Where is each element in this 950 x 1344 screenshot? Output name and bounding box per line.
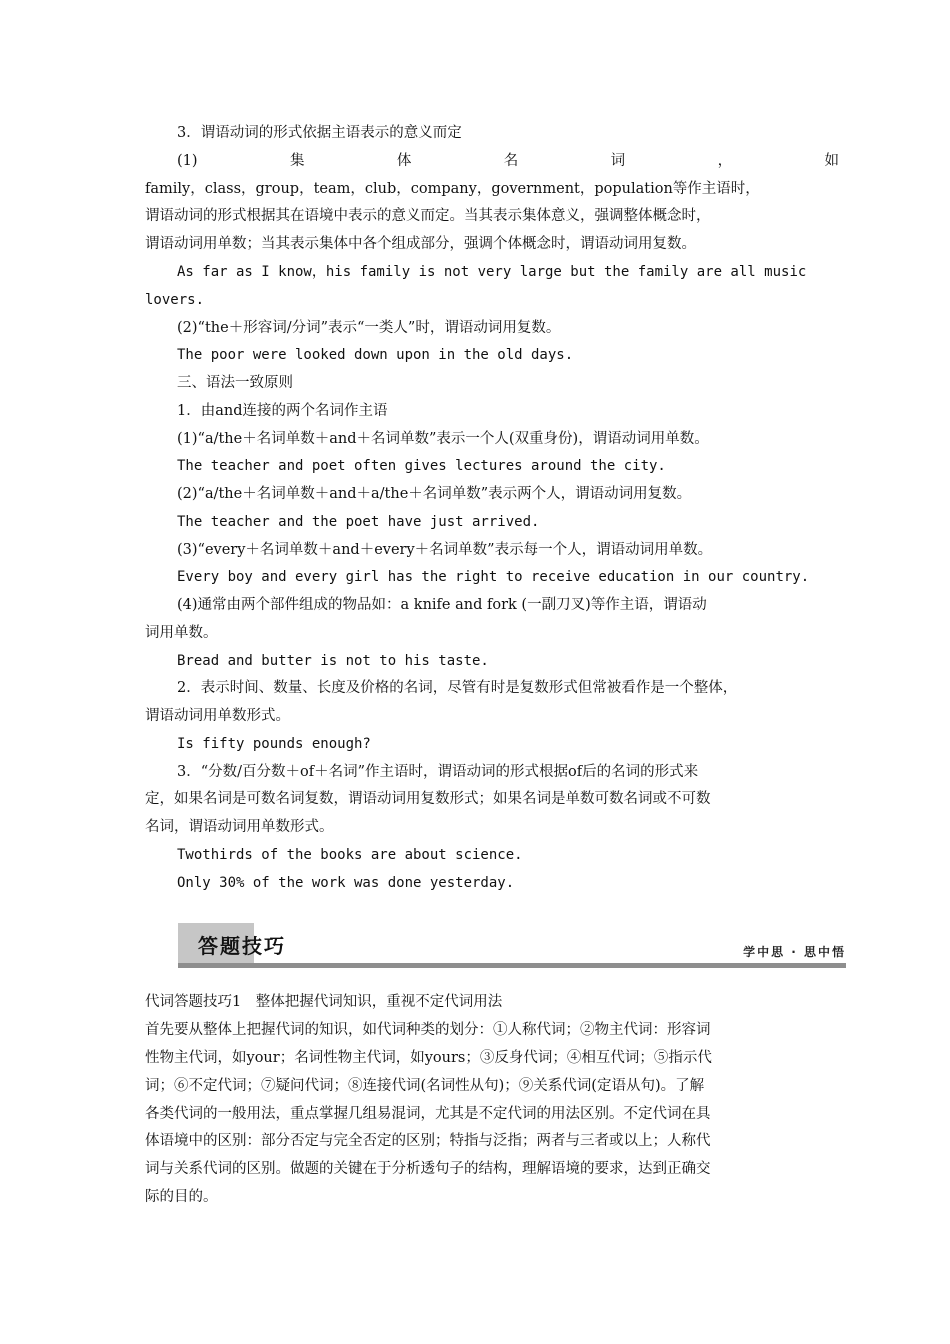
rule-item: (2)“the＋形容词/分词”表示“一类人”时，谓语动词用复数。 — [177, 320, 561, 336]
example-sentence: Is fifty pounds enough? — [177, 736, 371, 752]
body-line: 谓语动词用单数；当其表示集体中各个组成部分，强调个体概念时，谓语动词用复数。 — [145, 236, 696, 252]
subsection-heading: 2．表示时间、数量、长度及价格的名词，尽管有时是复数形式但常被看作是一个整体， — [177, 680, 738, 696]
body-line: 谓语动词的形式根据其在语境中表示的意义而定。当其表示集体意义，强调整体概念时， — [145, 208, 711, 224]
tip-line: 首先要从整体上把握代词的知识，如代词种类的划分：①人称代词；②物主代词：形容词 — [145, 1022, 711, 1038]
rule-item: (2)“a/the＋名词单数＋and＋a/the＋名词单数”表示两个人，谓语动词用复数。 — [177, 486, 692, 502]
body-line: family，class，group，team，club，company，government，population等作主语时， — [145, 181, 760, 197]
rule-item: (1)“a/the＋名词单数＋and＋名词单数”表示一个人(双重身份)，谓语动词用单数。 — [177, 431, 709, 447]
subsection-heading: 3．“分数/百分数＋of＋名词”作主语时，谓语动词的形式根据of后的名词的形式来 — [177, 764, 699, 780]
justified-line — [177, 151, 839, 171]
subsection-heading: 1．由and连接的两个名词作主语 — [177, 403, 388, 419]
tip-line: 各类代词的一般用法，重点掌握几组易混词，尤其是不定代词的用法区别。不定代词在具 — [145, 1106, 711, 1122]
section-heading-3: 3．谓语动词的形式依据主语表示的意义而定 — [177, 125, 462, 141]
example-sentence: Only 30% of the work was done yesterday. — [177, 875, 515, 891]
example-sentence: Every boy and every girl has the right to receive education in our country. — [177, 569, 810, 585]
tip-line: 词与关系代词的区别。做题的关键在于分析透句子的结构，理解语境的要求，达到正确交 — [145, 1161, 711, 1177]
example-sentence: The teacher and poet often gives lectures around the city. — [177, 458, 666, 474]
section-banner-slogan: 学中思 · 思中悟 — [743, 945, 846, 959]
body-line: 定，如果名词是可数名词复数，谓语动词用复数形式；如果名词是单数可数名词或不可数 — [145, 791, 711, 807]
body-line: 名词，谓语动词用单数形式。 — [145, 819, 334, 835]
rule-item: (4)通常由两个部件组成的物品如：a knife and fork (一副刀叉)等作主语，谓语动 — [177, 597, 707, 613]
section-banner-rule — [178, 963, 846, 968]
body-line: 谓语动词用单数形式。 — [145, 708, 290, 724]
spread-word: 词 — [610, 153, 626, 169]
section-banner-title: 答题技巧 — [198, 934, 286, 958]
example-sentence: Bread and butter is not to his taste. — [177, 653, 489, 669]
example-sentence: Twothirds of the books are about science. — [177, 847, 523, 863]
rule-item: (3)“every＋名词单数＋and＋every＋名词单数”表示每一个人，谓语动词用单数。 — [177, 542, 713, 558]
spread-word: 体 — [396, 153, 412, 169]
example-sentence: lovers. — [145, 292, 205, 308]
spread-word: (1) — [177, 153, 198, 169]
tip-line: 体语境中的区别：部分否定与完全否定的区别；特指与泛指；两者与三者或以上；人称代 — [145, 1133, 711, 1149]
tip-heading: 代词答题技巧1 整体把握代词知识，重视不定代词用法 — [145, 994, 503, 1010]
example-sentence: As far as I know，his family is not very large but the family are all music — [177, 264, 807, 280]
tip-line: 性物主代词，如your；名词性物主代词，如yours；③反身代词；④相互代词；⑤指示代 — [145, 1050, 712, 1066]
spread-word: 如 — [824, 153, 839, 169]
body-line: 词用单数。 — [145, 625, 218, 641]
example-sentence: The poor were looked down upon in the old days. — [177, 347, 574, 363]
example-sentence: The teacher and the poet have just arrived. — [177, 514, 540, 530]
spread-word: 集 — [289, 153, 305, 169]
tip-line: 际的目的。 — [145, 1189, 218, 1205]
spread-word: 名 — [503, 153, 519, 169]
spread-word: ， — [717, 153, 733, 169]
tip-line: 词；⑥不定代词；⑦疑问代词；⑧连接代词(名词性从句)；⑨关系代词(定语从句)。了解 — [145, 1078, 705, 1094]
section-heading: 三、语法一致原则 — [177, 375, 293, 391]
